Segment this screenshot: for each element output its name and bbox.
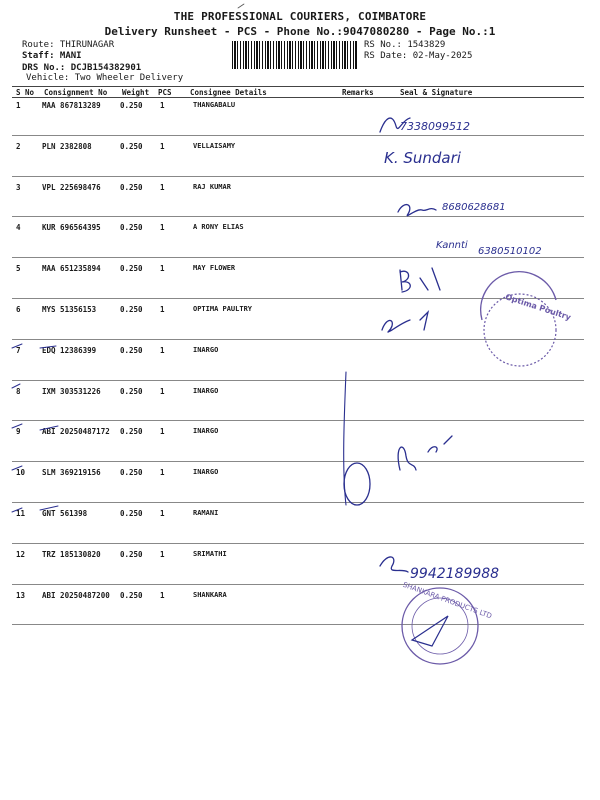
page-subtitle: Delivery Runsheet - PCS - Phone No.:9047080280 - Page No.:1 xyxy=(104,25,496,38)
row-pcs: 1 xyxy=(160,427,165,437)
col-pcs: PCS xyxy=(158,88,172,97)
col-consignment: Consignment No xyxy=(44,88,108,97)
row-weight: 0.250 xyxy=(120,264,143,274)
row-sno: 8 xyxy=(16,386,21,396)
row-pcs: 1 xyxy=(160,141,165,151)
row-consignment: SLM 369219156 xyxy=(42,468,101,478)
signature-row10-b xyxy=(428,436,452,452)
row-weight: 0.250 xyxy=(120,386,143,396)
row-pcs: 1 xyxy=(160,468,165,478)
row-pcs: 1 xyxy=(160,223,165,233)
row-sno: 6 xyxy=(16,305,21,314)
optima-stamp xyxy=(481,272,573,366)
phone-row1-text: 7338099512 xyxy=(400,120,470,133)
drs-label: DRS No.: DCJB154382901 xyxy=(22,63,142,73)
row-consignment: MYS 51356153 xyxy=(42,305,97,314)
row-pcs: 1 xyxy=(160,549,165,559)
row-consignee: RAMANI xyxy=(193,509,219,517)
row-pcs: 1 xyxy=(160,386,165,396)
row-consignee: INARGO xyxy=(193,345,219,354)
row-consignment: MAA 651235894 xyxy=(42,264,101,274)
row-consignee: SRIMATHI xyxy=(193,549,227,558)
row-weight: 0.250 xyxy=(120,101,143,110)
row-pcs: 1 xyxy=(160,305,165,314)
row-consignment: MAA 867813289 xyxy=(42,101,101,110)
optima-stamp-text: Optima Poultry xyxy=(504,292,573,323)
row-sno: 13 xyxy=(16,590,26,600)
row-weight: 0.250 xyxy=(120,182,143,192)
row-weight: 0.250 xyxy=(120,305,143,314)
row-consignment: KUR 696564395 xyxy=(42,223,101,233)
shankara-stamp xyxy=(402,581,493,664)
signature-row3 xyxy=(398,205,436,216)
signature-row2-text: K. Sundari xyxy=(384,149,461,167)
signature-row10-a xyxy=(398,447,416,470)
row-consignment: GNT 561398 xyxy=(42,509,88,518)
route-label: Route: THIRUNAGAR xyxy=(22,40,115,50)
row-weight: 0.250 xyxy=(120,141,143,151)
row-consignment: TRZ 185130820 xyxy=(42,549,101,559)
signature-row5 xyxy=(400,268,440,292)
row-weight: 0.250 xyxy=(120,427,143,437)
row-consignee: INARGO xyxy=(193,468,219,477)
row-consignee: VELLAISAMY xyxy=(193,141,236,150)
col-sno: S No xyxy=(16,88,35,97)
row-sno: 1 xyxy=(16,101,21,110)
row-pcs: 1 xyxy=(160,509,165,518)
col-weight: Weight xyxy=(122,88,150,97)
row-consignee: INARGO xyxy=(193,386,219,395)
row-consignee: THANGABALU xyxy=(193,101,236,109)
row-consignee: RAJ KUMAR xyxy=(193,182,231,191)
row-consignee: MAY FLOWER xyxy=(193,264,236,273)
vehicle-label: Vehicle: Two Wheeler Delivery xyxy=(26,73,184,83)
row-consignment: IXM 303531226 xyxy=(42,386,101,396)
row-weight: 0.250 xyxy=(120,223,143,233)
row-sno: 3 xyxy=(16,182,21,192)
row-consignment: VPL 225698476 xyxy=(42,182,101,192)
row-weight: 0.250 xyxy=(120,590,143,600)
row-pcs: 1 xyxy=(160,182,165,192)
col-remarks: Remarks xyxy=(342,88,374,97)
tick-marks xyxy=(12,344,22,512)
row-pcs: 1 xyxy=(160,101,165,110)
row-consignee: INARGO xyxy=(193,427,219,436)
pen-mark-top xyxy=(238,4,244,8)
signature-row4-name: Kannti xyxy=(436,240,468,251)
row-pcs: 1 xyxy=(160,264,165,274)
col-seal-signature: Seal & Signature xyxy=(400,88,473,97)
row-consignment: EDQ 12386399 xyxy=(42,345,97,355)
row-consignee: SHANKARA xyxy=(193,590,227,599)
page-title: THE PROFESSIONAL COURIERS, COIMBATORE xyxy=(173,10,427,23)
row-consignee: OPTIMA PAULTRY xyxy=(193,305,253,313)
shankara-stamp-text: SHANKARA PRODUCTS LTD xyxy=(401,580,493,621)
signature-row12 xyxy=(380,557,408,572)
row-pcs: 1 xyxy=(160,590,165,600)
row-sno: 12 xyxy=(16,549,26,559)
phone-row12-text: 9942189988 xyxy=(410,566,500,582)
row-consignment: PLN 2382808 xyxy=(42,141,92,151)
row-weight: 0.250 xyxy=(120,468,143,478)
staff-label: Staff: MANI xyxy=(22,51,82,61)
row-sno: 2 xyxy=(16,141,21,151)
row-sno: 5 xyxy=(16,264,21,274)
phone-row4-text: 6380510102 xyxy=(478,246,542,257)
phone-row3-text: 8680628681 xyxy=(442,202,506,213)
row-consignee: A RONY ELIAS xyxy=(193,223,244,232)
row-weight: 0.250 xyxy=(120,549,143,559)
row-sno: 10 xyxy=(16,468,26,478)
row-strike-marks xyxy=(40,346,58,510)
signature-loop-a xyxy=(344,463,370,505)
row-consignment: ABI 20250487200 xyxy=(42,590,110,600)
rs-number: RS No.: 1543829 xyxy=(364,40,446,50)
row-consignment: ABI 20250487172 xyxy=(42,427,110,437)
col-consignee: Consignee Details xyxy=(190,88,267,97)
row-pcs: 1 xyxy=(160,345,165,355)
row-weight: 0.250 xyxy=(120,345,143,355)
row-sno: 9 xyxy=(16,427,21,437)
row-sno: 7 xyxy=(16,345,21,355)
row-weight: 0.250 xyxy=(120,509,143,518)
row-sno: 11 xyxy=(16,509,26,518)
rs-date: RS Date: 02-May-2025 xyxy=(364,51,473,61)
row-sno: 4 xyxy=(16,223,21,233)
signature-row6 xyxy=(382,312,428,332)
